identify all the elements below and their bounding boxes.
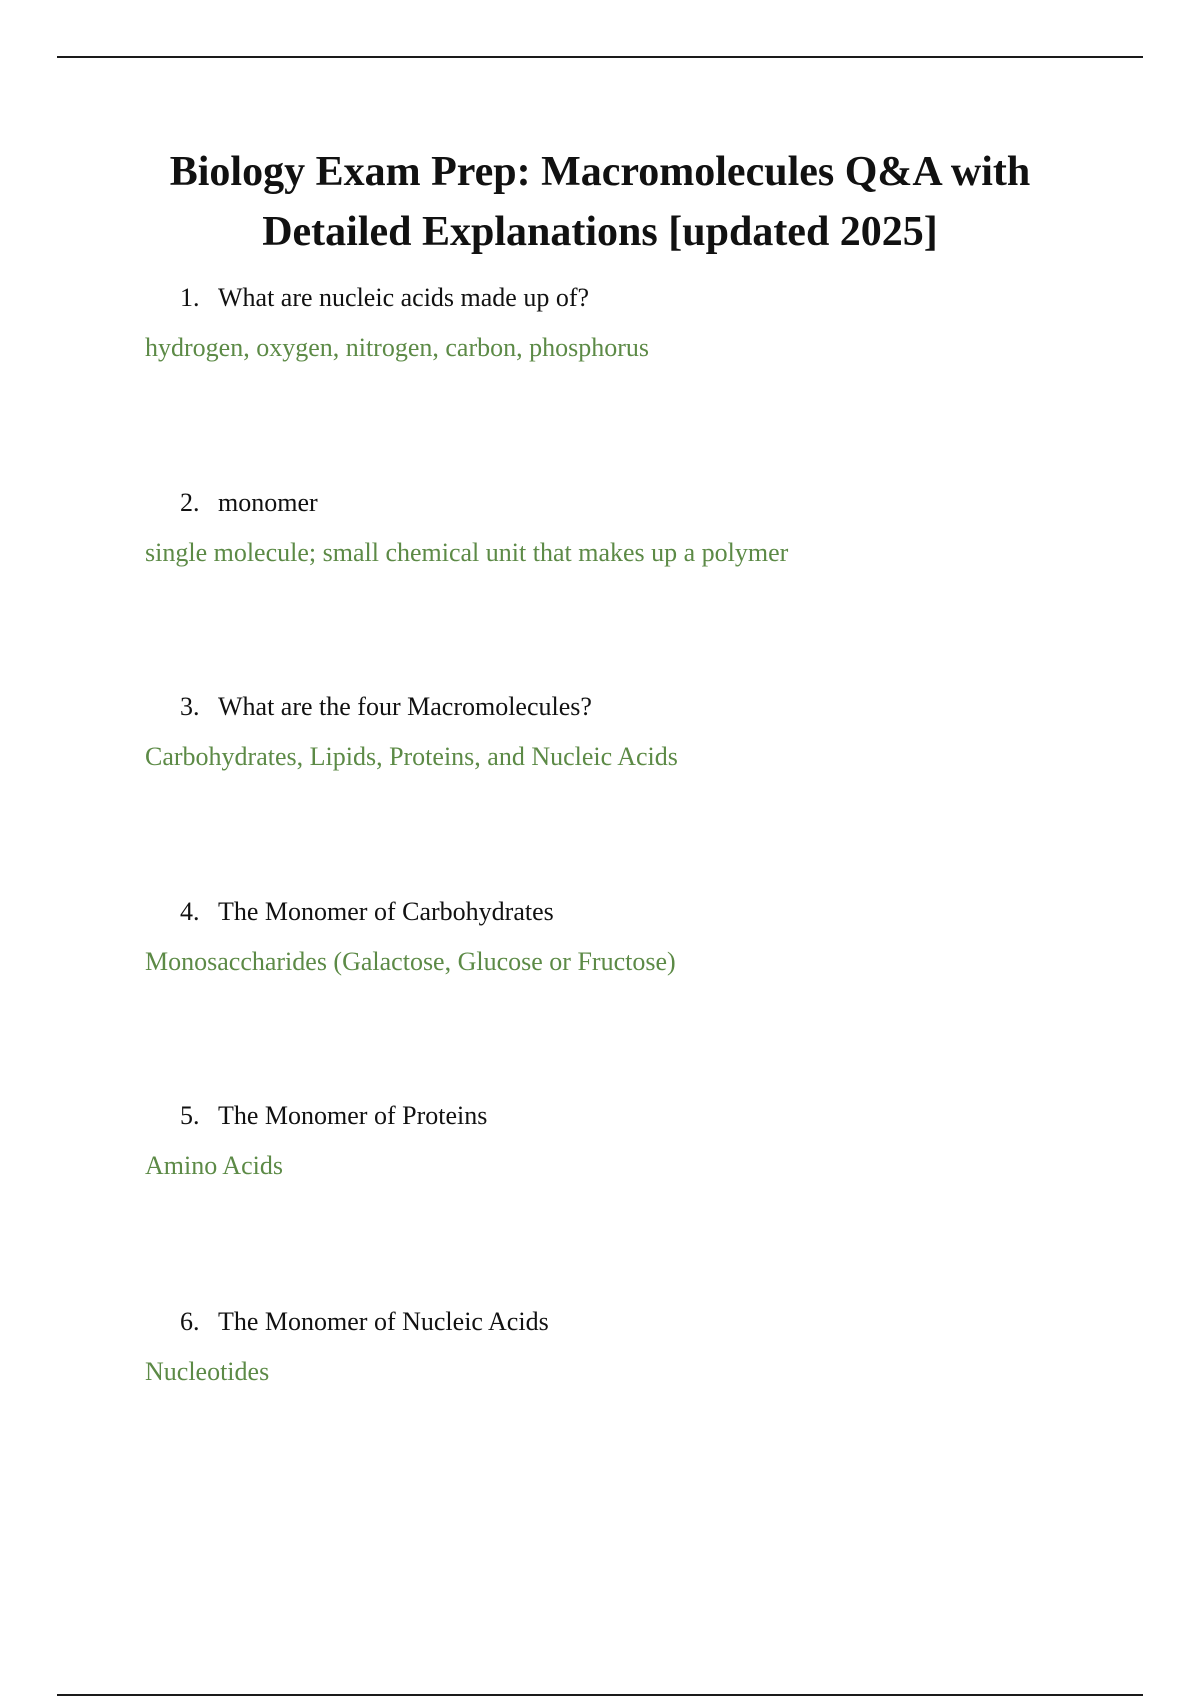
question-number: 3. <box>180 692 200 721</box>
question-text: The Monomer of Nucleic Acids <box>218 1307 549 1336</box>
question-text: monomer <box>218 488 318 517</box>
question <box>180 1306 549 1338</box>
answer-text: hydrogen, oxygen, nitrogen, carbon, phosphorus <box>145 333 650 362</box>
question <box>180 282 589 314</box>
answer-text: Monosaccharides (Galactose, Glucose or Fructose) <box>145 947 676 976</box>
question <box>180 487 318 519</box>
question-text: What are nucleic acids made up of? <box>218 283 590 312</box>
question <box>180 1100 487 1132</box>
question <box>180 691 592 723</box>
question-text: The Monomer of Carbohydrates <box>218 897 554 926</box>
answer-text: single molecule; small chemical unit that makes up a polymer <box>145 538 789 567</box>
question-number: 2. <box>180 488 200 517</box>
question-text: What are the four Macromolecules? <box>218 692 592 721</box>
question <box>180 896 554 928</box>
page-title: Biology Exam Prep: Macromolecules Q&A with Detailed Explanations [updated 2025] <box>169 149 1031 255</box>
question-number: 6. <box>180 1307 200 1336</box>
bottom-rule <box>57 1694 1143 1696</box>
answer-text: Amino Acids <box>145 1151 283 1180</box>
answer-text: Nucleotides <box>145 1357 270 1386</box>
question-number: 1. <box>180 283 200 312</box>
answer-text: Carbohydrates, Lipids, Proteins, and Nucleic Acids <box>145 742 678 771</box>
question-number: 5. <box>180 1101 200 1130</box>
question-number: 4. <box>180 897 200 926</box>
top-rule <box>57 56 1143 58</box>
question-text: The Monomer of Proteins <box>218 1101 488 1130</box>
